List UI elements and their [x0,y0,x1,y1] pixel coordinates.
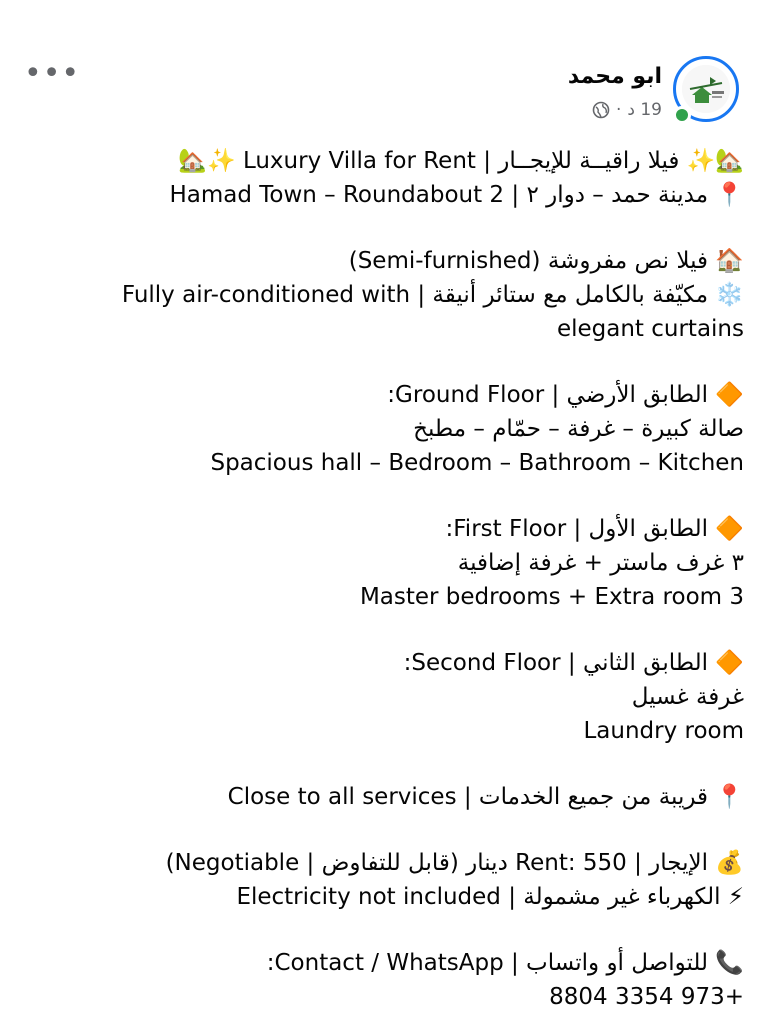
blank-line [44,814,744,846]
post-line-contact: 📞 للتواصل أو واتساب | Contact / WhatsApp: [266,950,744,976]
logo-house-icon [682,65,730,113]
post-line-phone[interactable]: +973 3354 8804 [549,984,744,1010]
blank-line [44,614,744,646]
post-line-second-en: Laundry room [583,718,744,744]
post-line-title: 🏡✨ فيلا راقيــة للإيجــار | Luxury Villa for Rent ✨🏡 [178,148,744,174]
post-line-ground-floor: 🔶 الطابق الأرضي | Ground Floor: [387,382,744,408]
post-line-second-ar: غرفة غسيل [631,684,744,710]
author-avatar[interactable] [673,56,745,128]
meta-dot: · [615,100,622,120]
avatar-logo [682,65,730,113]
post-line-ac-cont: elegant curtains [556,316,744,342]
post-line-location: 📍 مدينة حمد – دوار ٢ | Hamad Town – Roundabout 2 [169,182,744,208]
post-line-furnished: 🏠 فيلا نص مفروشة (Semi-furnished) [348,248,744,274]
more-options-icon[interactable]: ••• [24,56,81,91]
post-line-second-floor: 🔶 الطابق الثاني | Second Floor: [403,650,744,676]
post-line-rent: 💰 الإيجار | Rent: 550 دينار (قابل للتفاوض | Negotiable) [165,850,744,876]
blank-line [44,914,744,946]
post-line-electricity: ⚡ الكهرباء غير مشمولة | Electricity not included [236,884,744,910]
post-line-first-floor: 🔶 الطابق الأول | First Floor: [445,516,744,542]
post-line-first-ar: ٣ غرف ماستر + غرفة إضافية [457,550,744,576]
online-status-dot [673,106,691,124]
blank-line [44,212,744,244]
blank-line [44,480,744,512]
post-line-services: 📍 قريبة من جميع الخدمات | Close to all services [227,784,744,810]
blank-line [44,748,744,780]
post-line-first-en: 3 Master bedrooms + Extra room [359,584,744,610]
post-time[interactable]: 19 د [627,100,662,120]
post-line-ac: ❄️ مكيّفة بالكامل مع ستائر أنيقة | Fully air-conditioned with [121,282,744,308]
post-header [0,56,766,132]
author-name[interactable]: ابو محمد [567,64,662,89]
blank-line [44,346,744,378]
post-line-ground-en: Spacious hall – Bedroom – Bathroom – Kitchen [210,450,744,476]
post-meta [592,100,662,120]
post-line-ground-ar: صالة كبيرة – غرفة – حمّام – مطبخ [413,416,744,442]
post-body [44,144,744,1014]
globe-privacy-icon[interactable] [592,101,610,119]
